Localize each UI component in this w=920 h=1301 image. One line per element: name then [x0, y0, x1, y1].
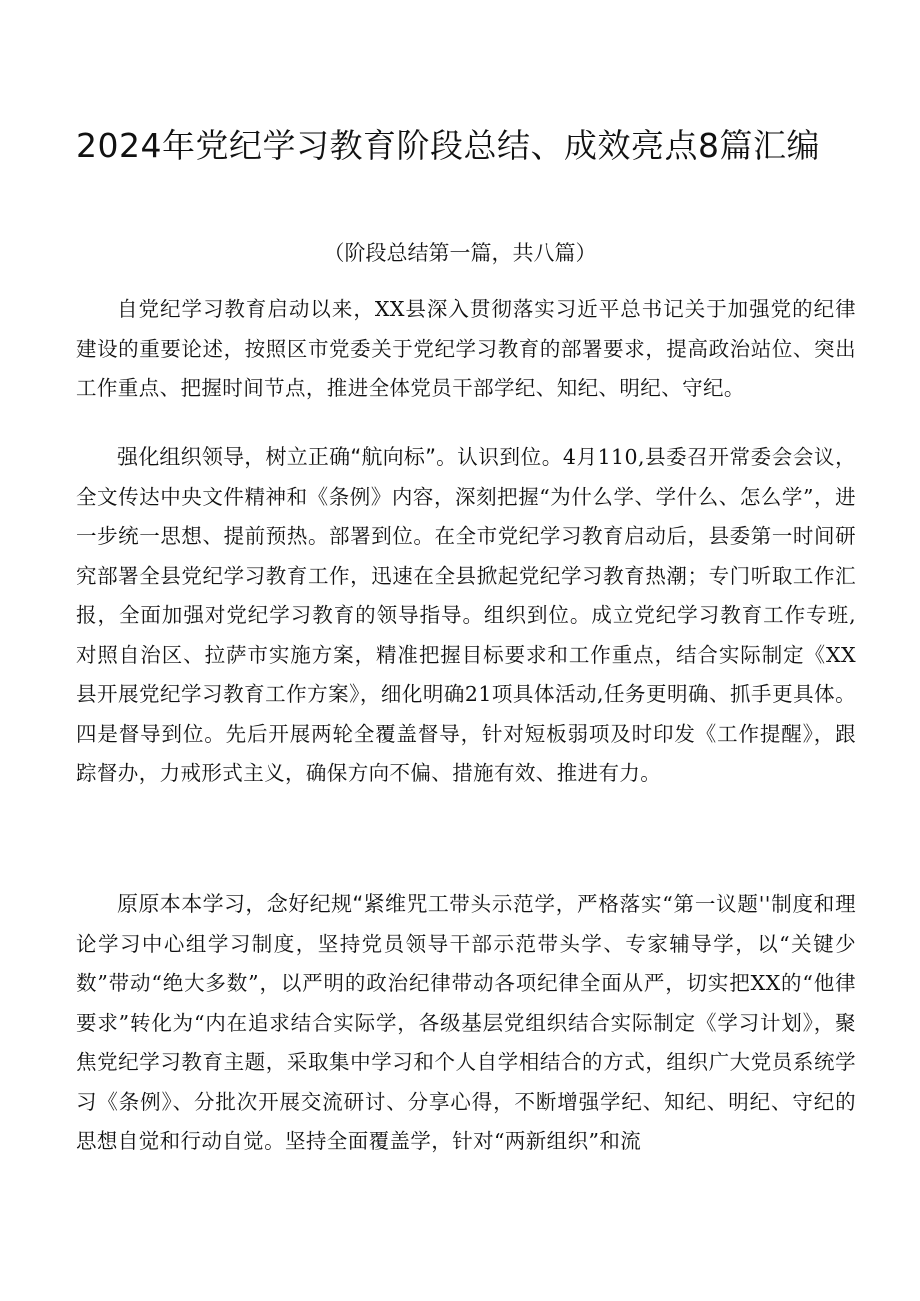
paragraph-study [76, 885, 856, 1162]
paragraph-text: 。认识到位。4月110,县委召开常委会会议，全文传达中央文件精神和《条例》内容，深刻把握“为什么学、学什么、怎么学”，进一步统一思想、提前预热。部署到位。在全市党纪学习教育启动后，县委第一时间研究部署全县党纪学习教育工作，迅速在全县掀起党纪学习教育热潮；专门听取工作汇报，全面加强对党纪学习教育的领导指导。组织到位。成立党纪学习教育工作专班,对照自治区、拉萨市实施方案，精准把握目标要求和工作重点，结合实际制定《XX县开展党纪学习教育工作方案》，细化明确21项具体活动,任务更明确、抓手更具体。四是督导到位。先后开展两轮全覆盖督导，针对短板弱项及时印发《工作提醒》，跟踪督办，力戒形式主义，确保方向不偏、措施有效、推进有力。 [76, 445, 856, 785]
document-title: 2024年党纪学习教育阶段总结、成效亮点8篇汇编 [76, 126, 820, 165]
paragraph-text: 自党纪学习教育启动以来，XX县深入贯彻落实习近平总书记关于加强党的纪律建设的重要论述，按照区市党委关于党纪学习教育的部署要求，提高政治站位、突出工作重点、把握时间节点，推进全体党员干部学纪、知纪、明纪、守纪。 [76, 297, 856, 400]
paragraph-intro [76, 290, 856, 409]
section-subtitle: （阶段总结第一篇，共八篇） [323, 241, 597, 265]
paragraph-lead: 原原本本学习，念好纪规“紧维咒工 [117, 892, 450, 916]
paragraph-lead: 强化组织领导，树立正确“航向标” [117, 445, 436, 469]
paragraph-text: 带头示范学，严格落实“第一议题''制度和理论学习中心组学习制度，坚持党员领导干部示范带头学、专家辅导学，以“关键少数”带动“绝大多数”，以严明的政治纪律带动各项纪律全面从严，切实把XX的“他律要求”转化为“内在追求结合实际学，各级基层党组织结合实际制定《学习计划》，聚焦党纪学习教育主题，采取集中学习和个人自学相结合的方式，组织广大党员系统学习《条例》、分批次开展交流研讨、分享心得，不断增强学纪、知纪、明纪、守纪的思想自觉和行动自觉。坚持全面覆盖学，针对“两新组织”和流 [76, 892, 856, 1153]
paragraph-organization [76, 438, 856, 794]
